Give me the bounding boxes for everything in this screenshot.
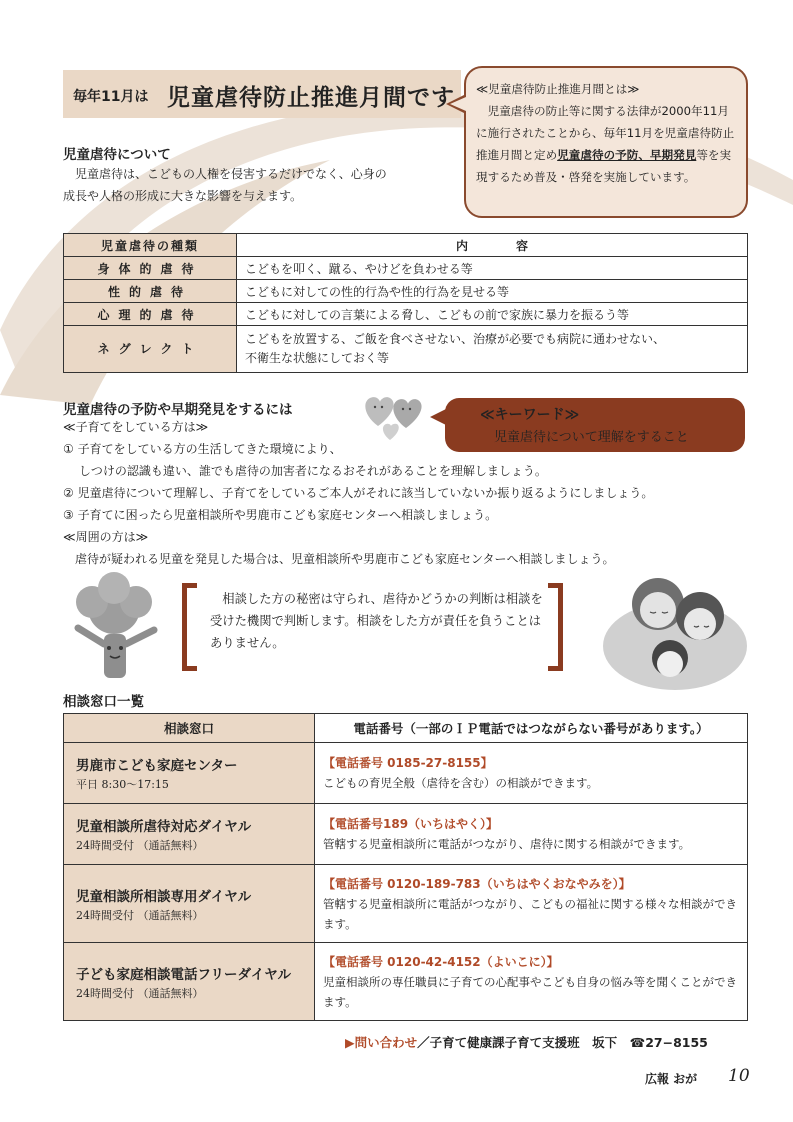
contact-name: 子ども家庭相談電話フリーダイヤル [76,966,292,983]
page-title: 児童虐待防止推進月間です [167,85,455,111]
phone-icon: ☎ [629,1035,646,1050]
table-row [64,865,748,943]
table-row [64,804,748,865]
contact-phone[interactable]: 【電話番号 0120-189-783（いちはやくおなやみを）】 [323,876,631,891]
others-text: 虐待が疑われる児童を発見した場合は、児童相談所や男鹿市こども家庭センターへ相談しましょう。 [63,552,615,566]
table-row [64,303,748,326]
parent-item-1-cont: しつけの認識も違い、誰でも虐待の加害者になるおそれがあることを理解しましょう。 [63,464,547,478]
contact-detail-cell [315,743,748,804]
keyword-label: ≪キーワード≫ [480,407,580,423]
publication-name: 広報 おが [645,1072,698,1086]
type-content: こどもに対しての言葉による脅し、こどもの前で家族に暴力を振るう等 [237,303,748,326]
hearts-icon [360,388,430,446]
contact-name: 児童相談所虐待対応ダイヤル [76,819,252,835]
page-number: 10 [728,1066,750,1086]
abuse-types-table [63,233,748,373]
about-line-2: 成長や人格の形成に大きな影響を与えます。 [63,189,303,203]
type-content [237,326,748,373]
type-content-line: こどもを放置する、ご飯を食べさせない、治療が必要でも病院に通わせない、 [245,332,666,346]
month-info-emphasis: 児童虐待の予防、早期発見 [557,148,697,162]
parent-subheading: ≪子育てをしている方は≫ [63,420,209,434]
contact-phone[interactable]: 【電話番号 0185-27-8155】 [323,756,493,770]
type-label: 身体的虐待 [64,257,237,280]
contact-description: 管轄する児童相談所に電話がつながり、虐待に関する相談ができます。 [323,837,691,851]
contacts-header-phone: 電話番号（一部のＩＰ電話ではつながらない番号があります。） [315,714,748,743]
contact-hours: 平日 8:30～17:15 [76,778,169,791]
contact-detail-cell [315,865,748,943]
types-header-type: 児童虐待の種類 [64,234,237,257]
table-row [64,280,748,303]
contacts-heading: 相談窓口一覧 [63,694,144,710]
contact-description: 管轄する児童相談所に電話がつながり、こどもの福祉に関する様々な相談ができます。 [323,896,737,931]
type-content: こどもに対しての性的行為や性的行為を見せる等 [237,280,748,303]
bracket-left [182,583,197,671]
contact-name: 男鹿市こども家庭センター [76,758,238,774]
type-content-line: 不衛生な状態にしておく等 [245,351,390,365]
contact-detail-cell [315,943,748,1021]
prevention-heading: 児童虐待の予防や早期発見をするには [63,402,293,418]
contact-description: こどもの育児全般（虐待を含む）の相談ができます。 [323,776,599,790]
table-row [64,943,748,1021]
contact-name-cell [64,865,315,943]
contact-phone[interactable]: 【電話番号189（いちはやく）】 [323,817,499,831]
parent-item-2: ② 児童虐待について理解し、子育てをしているご本人がそれに該当していないか振り返るようにしましょう。 [63,486,654,500]
others-subheading: ≪周囲の方は≫ [63,530,149,544]
month-info-text [476,78,738,188]
contact-hours: 24時間受付 （通話無料） [76,908,204,922]
inquiry-tel[interactable]: 27−8155 [645,1035,708,1050]
contact-detail-cell [315,804,748,865]
bubble-tail-inner [450,97,466,111]
family-illustration [600,566,750,692]
confidentiality-note: 相談した方の秘密は守られ、虐待かどうかの判断は相談を受けた機関で判断します。相談をした方が責任を負うことはありません。 [210,592,543,650]
contact-name-cell [64,943,315,1021]
parent-item-3: ③ 子育てに困ったら児童相談所や男鹿市こども家庭センターへ相談しましょう。 [63,508,498,522]
title-prefix: 毎年11月は [73,89,149,105]
contact-name-cell [64,804,315,865]
inquiry-footer [345,1033,708,1051]
types-header-content: 内 容 [237,234,748,257]
contact-hours: 24時間受付 （通話無料） [76,986,204,1000]
type-label: 心理的虐待 [64,303,237,326]
parent-item-1: ① 子育てをしている方の生活してきた環境により、 [63,442,342,456]
contact-name: 児童相談所相談専用ダイヤル [76,888,252,905]
inquiry-text: ／子育て健康課子育て支援班 坂下 [417,1035,630,1050]
contact-name-cell [64,743,315,804]
month-info-body: 児童虐待の防止等に関する法律が2000年11月に施行されたことから、毎年11月を児童虐待防止推進月間と定め [476,104,735,162]
month-info-title: ≪児童虐待防止推進月間とは≫ [476,82,640,96]
contacts-header-name: 相談窓口 [64,714,315,743]
table-row [64,326,748,373]
type-label: 性的虐待 [64,280,237,303]
about-heading: 児童虐待について [63,147,171,163]
contact-phone[interactable]: 【電話番号 0120-42-4152（よいこに）】 [323,954,559,969]
inquiry-label: ▶問い合わせ [345,1035,418,1050]
keyword-text: 児童虐待について理解をすること [494,430,689,445]
contacts-table [63,713,748,1021]
contact-hours: 24時間受付 （通話無料） [76,839,204,852]
bracket-right [548,583,563,671]
table-row [64,257,748,280]
type-label: ネグレクト [64,326,237,373]
type-content: こどもを叩く、蹴る、やけどを負わせる等 [237,257,748,280]
month-info-body-end: 等を実現するため普及・啓発を実施しています。 [476,148,732,184]
about-line-1: 児童虐待は、こどもの人権を侵害するだけでなく、心身の [63,167,387,181]
table-row [64,743,748,804]
tree-character-illustration [62,572,167,682]
contact-description: 児童相談所の専任職員に子育ての心配事やこども自身の悩み等を聞くことができます。 [323,974,737,1009]
